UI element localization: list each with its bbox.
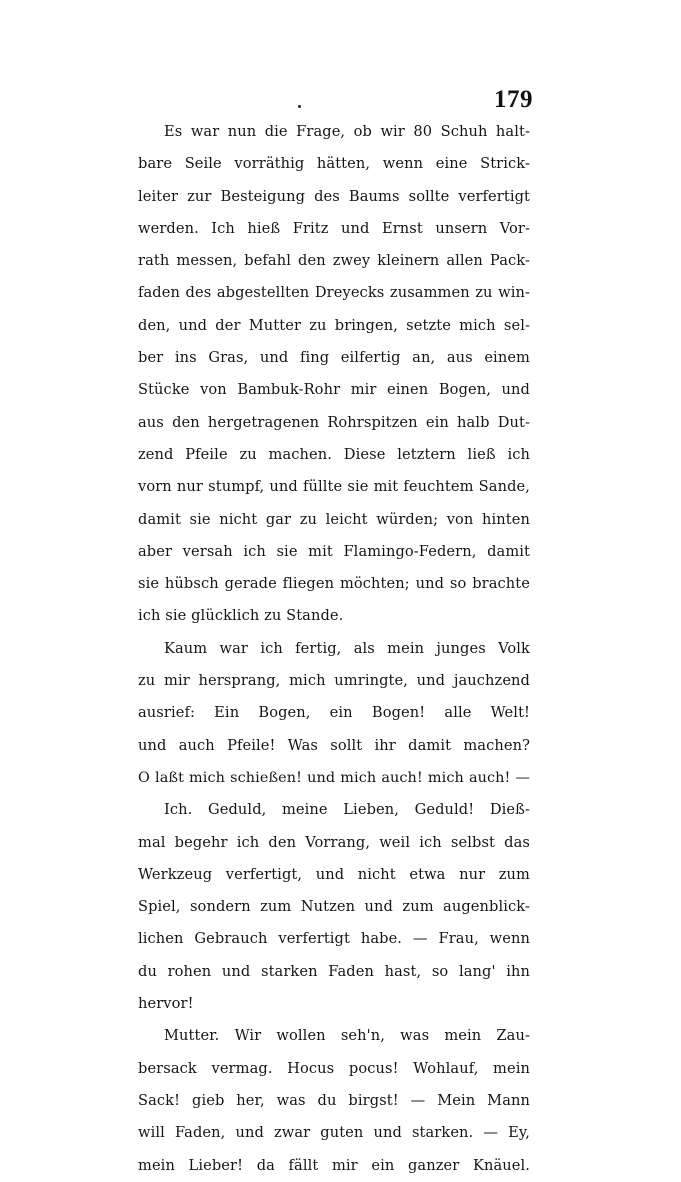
text-line: ich sie glücklich zu Stande. <box>138 607 344 625</box>
text-line: bare Seile vorräthig hätten, wenn eine Strick- <box>138 155 530 173</box>
text-line: zu mir hersprang, mich umringte, und jauchzend <box>138 672 530 690</box>
text-line: Mutter. Wir wollen seh'n, was mein Zau- <box>164 1027 530 1045</box>
text-line: vorn nur stumpf, und füllte sie mit feuchtem Sande, <box>138 478 530 496</box>
text-line: mal begehr ich den Vorrang, weil ich selbst das <box>138 833 530 851</box>
page-number: 179 <box>494 86 533 113</box>
text-line: den, und der Mutter zu bringen, setzte mich sel- <box>138 316 530 334</box>
text-line: hervor! <box>138 995 194 1013</box>
text-line: Sack! gieb her, was du birgst! — Mein Mann <box>138 1091 530 1109</box>
text-line: Kaum war ich fertig, als mein junges Volk <box>164 639 530 657</box>
text-line: faden des abgestellten Dreyecks zusammen zu win- <box>138 284 530 302</box>
text-line: O laßt mich schießen! und mich auch! mich auch! — <box>138 769 530 786</box>
text-line: lichen Gebrauch verfertigt habe. — Frau, wenn <box>138 930 530 948</box>
text-line: mein Lieber! da fällt mir ein ganzer Knäuel. <box>138 1156 530 1174</box>
text-line: rath messen, befahl den zwey kleinern allen Pack- <box>138 252 530 270</box>
text-line: will Faden, und zwar guten und starken. — Ey, <box>138 1124 530 1142</box>
text-line: Ich. Geduld, meine Lieben, Geduld! Dieß- <box>164 801 530 819</box>
text-line: Werkzeug verfertigt, und nicht etwa nur zum <box>138 865 530 883</box>
ink-speck <box>298 105 301 108</box>
text-line: ausrief: Ein Bogen, ein Bogen! alle Welt! <box>138 704 530 722</box>
text-line: Stücke von Bambuk-Rohr mir einen Bogen, und <box>138 381 530 399</box>
text-line: damit sie nicht gar zu leicht würden; von hinten <box>138 510 530 528</box>
text-line: Es war nun die Frage, ob wir 80 Schuh halt- <box>164 123 530 140</box>
text-line: aber versah ich sie mit Flamingo-Federn, damit <box>138 542 530 560</box>
text-line: sie hübsch gerade fliegen möchten; und so brachte <box>138 575 530 593</box>
text-line: und auch Pfeile! Was sollt ihr damit machen? <box>138 736 530 754</box>
text-line: bersack vermag. Hocus pocus! Wohlauf, mein <box>138 1059 530 1077</box>
text-line: leiter zur Besteigung des Baums sollte verfertigt <box>138 187 530 205</box>
text-line: Spiel, sondern zum Nutzen und zum augenblick- <box>138 898 530 916</box>
body-text <box>138 116 530 1182</box>
text-line: aus den hergetragenen Rohrspitzen ein halb Dut- <box>138 413 530 431</box>
text-line: du rohen und starken Faden hast, so lang' ihn <box>138 962 530 980</box>
text-line: ber ins Gras, und fing eilfertig an, aus einem <box>138 349 530 367</box>
text-line: werden. Ich hieß Fritz und Ernst unsern Vor- <box>138 219 530 237</box>
text-line: zend Pfeile zu machen. Diese letztern ließ ich <box>138 445 530 463</box>
